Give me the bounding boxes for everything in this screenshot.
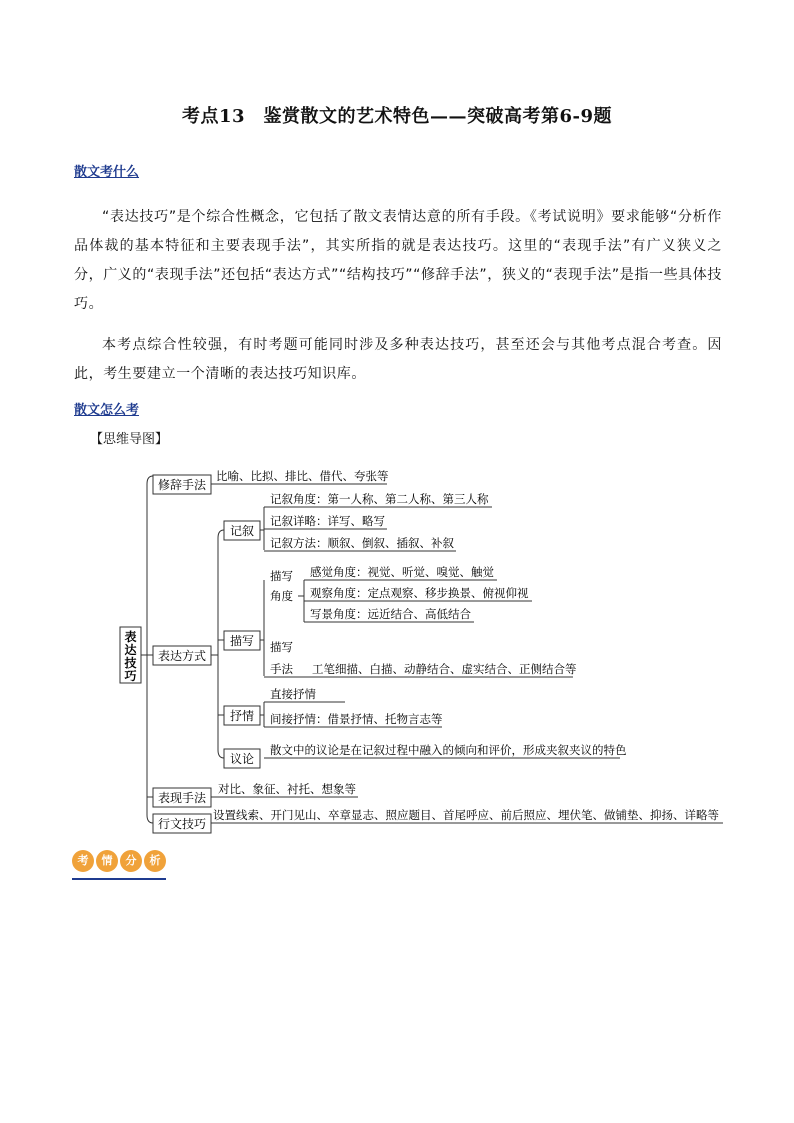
desc-angle-label-1: 描写 [270,569,293,583]
node-expression: 表达方式 [157,649,207,663]
leaf-narration-2: 记叙详略：详写、略写 [270,514,385,528]
page-title: 考点13 鉴赏散文的艺术特色——突破高考第6-9题 [181,106,613,127]
badge-char: 析 [144,850,166,872]
root-node-char: 表 [124,630,137,644]
node-argument: 议论 [229,752,255,766]
desc-method-label-1: 描写 [270,640,293,654]
badge-underline [72,878,166,880]
leaf-narration-1: 记叙角度：第一人称、第二人称、第三人称 [270,492,489,506]
badge-char: 情 [96,850,118,872]
node-structure: 行文技巧 [157,817,207,831]
leaf-argument: 散文中的议论是在记叙过程中融入的倾向和评价，形成夹叙夹议的特色 [270,743,627,757]
svg-text:巧: 巧 [124,669,137,683]
leaf-lyric-2: 间接抒情：借景抒情、托物言志等 [270,712,443,726]
desc-angle-label-2: 角度 [270,589,293,603]
node-lyric: 抒情 [229,709,255,723]
leaf-desc-angle-2: 观察角度：定点观察、移步换景、俯视仰视 [310,586,529,600]
summary-paragraph: 本考点综合性较强，有时考题可能同时涉及多种表达技巧，甚至还会与其他考点混合考查。因此，考生要建立一个清晰的表达技巧知识库。 [74,337,722,382]
mind-map-label: 【思维导图】 [90,432,169,447]
section-heading-what[interactable]: 散文考什么 [74,165,140,180]
leaf-lyric-1: 直接抒情 [270,687,316,701]
leaf-desc-method: 工笔细描、白描、动静结合、虚实结合、正侧结合等 [312,662,577,676]
exam-analysis-badge [72,850,166,878]
svg-text:技: 技 [124,656,137,670]
leaf-rhetoric: 比喻、比拟、排比、借代、夸张等 [216,469,389,483]
leaf-structure: 设置线索、开门见山、卒章显志、照应题目、首尾呼应、前后照应、埋伏笔、做铺垫、抑扬、详略等 [213,808,719,822]
badge-char: 分 [120,850,142,872]
leaf-desc-angle-3: 写景角度：远近结合、高低结合 [310,607,471,621]
svg-text:达: 达 [124,643,137,657]
desc-method-label-2: 手法 [270,662,293,676]
badge-char: 考 [72,850,94,872]
leaf-technique: 对比、象征、衬托、想象等 [218,782,356,796]
leaf-desc-angle-1: 感觉角度：视觉、听觉、嗅觉、触觉 [310,565,494,579]
node-rhetoric: 修辞手法 [157,478,207,492]
node-technique: 表现手法 [157,791,207,805]
intro-paragraph: “表达技巧”是个综合性概念，它包括了散文表情达意的所有手段。《考试说明》要求能够“分析作品体裁的基本特征和主要表现手法”，其实所指的就是表达技巧。这里的“表现手法”有广义狭义之分，广义的“表现手法”还包括“表达方式”“结构技巧”“修辞手法”，狭义的“表现手法”是指一些具体技巧。 [74,209,722,312]
section-heading-how[interactable]: 散文怎么考 [74,403,140,418]
node-description: 描写 [229,634,255,648]
leaf-narration-3: 记叙方法：顺叙、倒叙、插叙、补叙 [270,536,454,550]
node-narration: 记叙 [229,524,255,538]
